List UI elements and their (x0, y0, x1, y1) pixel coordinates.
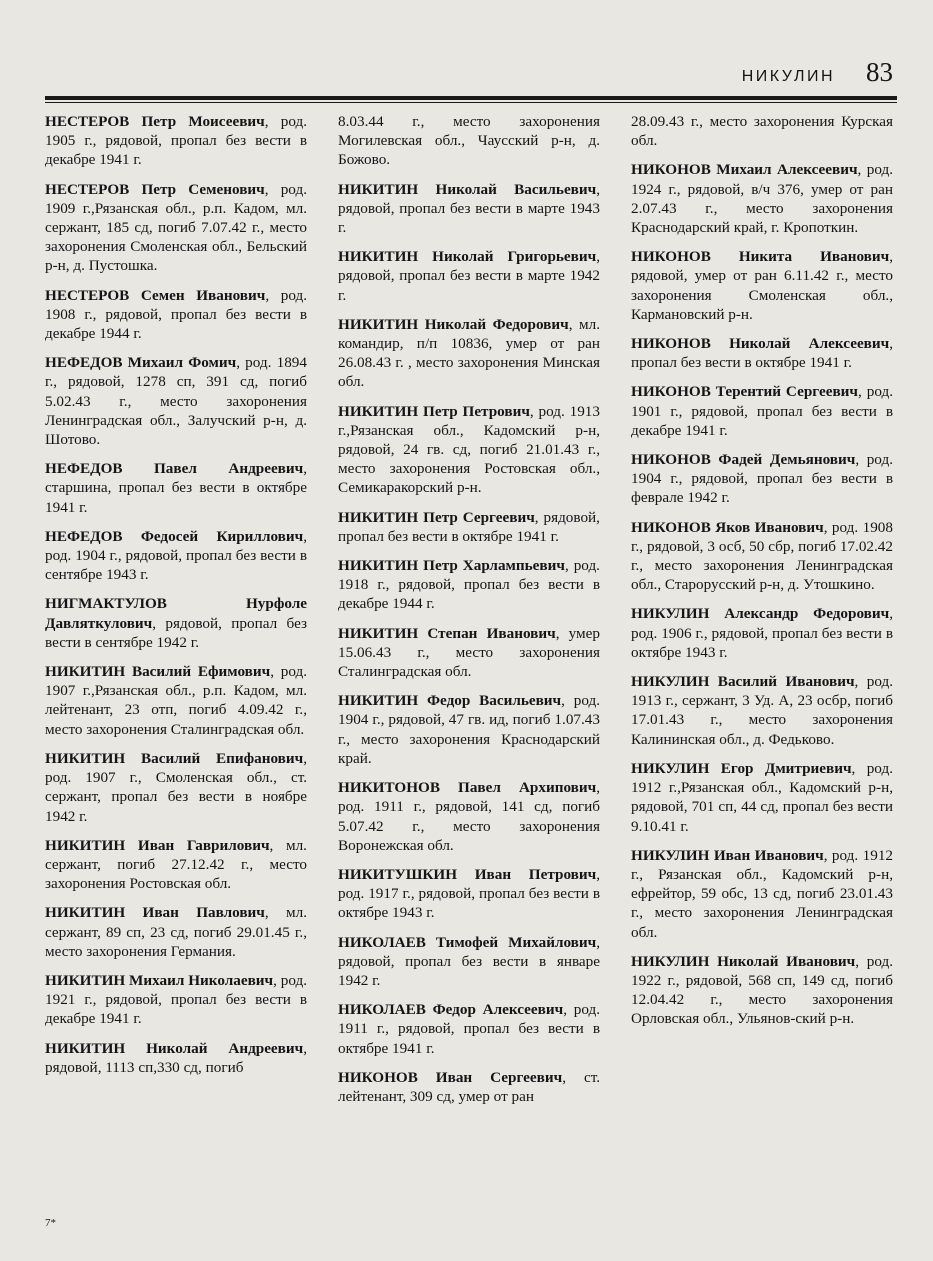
entry-name: НИГМАКТУЛОВ Нурфоле Давляткулович (45, 595, 307, 632)
entry-details: , род. 1911 г., рядовой, пропал без вести в октябре 1941 г. (338, 1001, 600, 1057)
entry (631, 382, 893, 440)
header-rule-thick (45, 96, 897, 100)
entry (45, 286, 307, 344)
entry-details: , род. 1907 г.,Рязанская обл., р.п. Кадом, мл. лейтенант, 23 отп, погиб 4.09.42 г., место захоронения Сталинградская обл. (45, 663, 307, 738)
running-head: НИКУЛИН (741, 68, 835, 85)
entry-name: НИКИТИН Николай Григорьевич (338, 248, 597, 266)
entry (45, 662, 307, 739)
entry (45, 353, 307, 449)
entry-name: НЕСТЕРОВ Семен Иванович (45, 286, 266, 304)
entry-name: НИКОЛАЕВ Тимофей Михайлович (338, 933, 597, 951)
entry-details: , рядовой, 1113 сп,330 сд, погиб (45, 1039, 307, 1076)
entry (631, 759, 893, 836)
entry (338, 1068, 600, 1106)
entry-details: , род. 1905 г., рядовой, пропал без вести в декабре 1941 г. (45, 113, 307, 169)
entry-name: НИКОНОВ Николай Алексеевич (631, 335, 890, 353)
entry-name: НЕСТЕРОВ Петр Моисеевич (45, 113, 265, 130)
entry-details: , рядовой, пропал без вести в октябре 1941 г. (338, 508, 600, 545)
entry-details: , род. 1912 г., Рязанская обл., Кадомский р-н, ефрейтор, 59 обс, 13 сд, погиб 23.01.43 г., место захоронения Ленинградская обл. (631, 846, 894, 941)
entry-details: , род. 1904 г., рядовой, пропал без вести в феврале 1942 г. (631, 451, 893, 507)
entry-name: НИКИТИН Михаил Николаевич (45, 971, 274, 989)
entry-name: НИКОНОВ Фадей Демьянович (631, 451, 856, 469)
entry-name: НИКИТИН Иван Гаврилович (45, 836, 270, 854)
entry-name: НИКИТУШКИН Иван Петрович (338, 865, 597, 883)
entry-name: НИКИТИН Иван Павлович (45, 904, 265, 922)
entry (45, 903, 307, 961)
entry-name: НИКИТИН Петр Петрович (338, 402, 530, 420)
column-3 (631, 112, 893, 1039)
entry (45, 180, 307, 276)
entry (45, 971, 307, 1029)
entry (45, 594, 307, 652)
entry-name: НИКУЛИН Александр Федорович (631, 605, 890, 623)
entry-name: НИКОНОВ Никита Иванович (631, 248, 890, 266)
column-1 (45, 112, 307, 1087)
entry-name: НИКИТИН Федор Васильевич (338, 692, 562, 710)
entry-details: , ст. лейтенант, 309 сд, умер от ран (338, 1068, 600, 1105)
entry (338, 402, 600, 498)
entry-details: , род. 1904 г., рядовой, 47 гв. ид, погиб 1.07.43 г., место захоронения Краснодарский край. (338, 692, 601, 767)
entry-details: , мл. сержант, 89 сп, 23 сд, погиб 29.01.45 г., место захоронения Германия. (45, 904, 307, 960)
entry-details: , род. 1904 г., рядовой, пропал без вести в сентябре 1943 г. (45, 527, 307, 584)
entry-details: , род. 1908 г., рядовой, 3 осб, 50 сбр, погиб 17.02.42 г., место захоронения Ленинградская обл., Старорусский р-н, д. Утошкино. (631, 518, 893, 594)
header-rule-thin (45, 102, 897, 103)
entry-name: НИКИТИН Николай Андреевич (45, 1039, 304, 1057)
entry (45, 112, 307, 170)
entry (338, 247, 600, 305)
entry-name: НИКИТИН Петр Харлампьевич (338, 557, 565, 575)
entry-name: НИКИТИН Степан Иванович (338, 624, 556, 642)
entry-name: НИКИТИН Петр Сергеевич (338, 508, 535, 526)
entry-details: , род. 1907 г., Смоленская обл., ст. сержант, пропал без вести в ноябре 1942 г. (45, 749, 307, 825)
entry (45, 459, 307, 517)
entry (338, 315, 600, 392)
entry-name: НИКУЛИН Николай Иванович (631, 952, 856, 970)
entry-name: НИКИТИН Николай Васильевич (338, 180, 597, 198)
text-columns (45, 112, 897, 1192)
entry-name: НИКОНОВ Терентий Сергеевич (631, 383, 858, 401)
entry (45, 527, 307, 585)
entry-details: , мл. сержант, погиб 27.12.42 г., место захоронения Ростовская обл. (45, 836, 307, 893)
entry-name: НЕФЕДОВ Федосей Кириллович (45, 527, 304, 545)
entry-details: , рядовой, пропал без вести в марте 1942 г. (338, 248, 600, 304)
column-2 (338, 112, 600, 1116)
entry (631, 334, 893, 372)
entry-details: , умер 15.06.43 г., место захоронения Сталинградская обл. (338, 624, 601, 681)
entry (338, 1000, 600, 1058)
entry-details: , род. 1906 г., рядовой, пропал без вести в октябре 1943 г. (631, 605, 893, 661)
page-header (45, 55, 897, 101)
entry-details: , род. 1917 г., рядовой, пропал без вести в октябре 1943 г. (338, 865, 600, 922)
entry-name: НИКУЛИН Егор Дмитриевич (631, 759, 852, 777)
entry-details: , род. 1913 г.,Рязанская обл., Кадомский р-н, рядовой, 24 гв. сд, погиб 21.01.43 г., место захоронения Ростовская обл., Семикаракорский р-н. (338, 402, 600, 497)
entry-details: , род. 1913 г., сержант, 3 Уд. А, 23 осбр, погиб 17.01.43 г., место захоронения Калининская обл., д. Федьково. (631, 673, 893, 748)
entry-details: , старшина, пропал без вести в октябре 1941 г. (45, 460, 307, 516)
entry (631, 846, 893, 942)
entry-details: , пропал без вести в октябре 1941 г. (631, 335, 893, 372)
entry-name: НЕСТЕРОВ Петр Семенович (45, 180, 265, 198)
entry-name: НИКИТОНОВ Павел Архипович (338, 779, 597, 797)
entry-name: НИКУЛИН Иван Иванович (631, 846, 824, 864)
entry (631, 672, 893, 749)
entry-details: , род. 1894 г., рядовой, 1278 сп, 391 сд, погиб 5.02.43 г., место захоронения Ленинградская обл., Залучский р-н, д. Шотово. (45, 354, 307, 449)
entry (631, 450, 893, 508)
entry-name: НИКОНОВ Иван Сергеевич (338, 1068, 563, 1086)
entry-details: 28.09.43 г., место захоронения Курская обл. (631, 113, 893, 150)
entry-details: , род. 1912 г.,Рязанская обл., Кадомский р-н, рядовой, 701 сп, 44 сд, пропал без вести 9.10.41 г. (631, 759, 893, 835)
entry (631, 160, 893, 237)
entry-details: , рядовой, пропал без вести в марте 1943 г. (338, 180, 600, 237)
page-number: 83 (866, 57, 893, 87)
entry-details: , род. 1921 г., рядовой, пропал без вести в декабре 1941 г. (45, 971, 307, 1028)
entry-details: 8.03.44 г., место захоронения Могилевская обл., Чаусский р-н, д. Божово. (338, 113, 600, 169)
entry (631, 247, 893, 324)
entry-name: НИКИТИН Николай Федорович (338, 315, 569, 333)
entry-name: НЕФЕДОВ Михаил Фомич (45, 354, 237, 372)
entry-details: , рядовой, пропал без вести в январе 1942 г. (338, 933, 600, 989)
entry-name: НИКИТИН Василий Ефимович (45, 663, 271, 681)
entry (631, 604, 893, 662)
entry-details: , род. 1922 г., рядовой, 568 сп, 149 сд, погиб 12.04.42 г., место захоронения Орловская обл., Ульянов-ский р-н. (631, 952, 893, 1028)
entry (338, 778, 600, 855)
entry (631, 112, 893, 150)
signature-mark: 7* (45, 1217, 56, 1229)
entry-name: НИКИТИН Василий Епифанович (45, 749, 304, 767)
entry-details: , мл. командир, п/п 10836, умер от ран 26.08.43 г. , место захоронения Минская обл. (338, 315, 600, 391)
entry-name: НЕФЕДОВ Павел Андреевич (45, 460, 304, 478)
entry-details: , род. 1909 г.,Рязанская обл., р.п. Кадом, мл. сержант, 185 сд, погиб 7.07.42 г., место захоронения Смоленская обл., Бельский р-н, д. Пустошка. (45, 180, 307, 275)
entry-details: , род. 1901 г., рядовой, пропал без вести в декабре 1941 г. (631, 383, 893, 439)
entry (338, 180, 600, 238)
entry-details: , род. 1908 г., рядовой, пропал без вести в декабре 1944 г. (45, 286, 307, 343)
entry (338, 624, 600, 682)
entry (338, 933, 600, 991)
entry (338, 691, 600, 768)
entry-details: , рядовой, умер от ран 6.11.42 г., место захоронения Смоленская обл., Кармановский р-н. (631, 248, 893, 323)
entry (631, 518, 893, 595)
entry (338, 865, 600, 923)
entry-name: НИКУЛИН Василий Иванович (631, 673, 855, 691)
entry (45, 749, 307, 826)
entry-details: , род. 1924 г., рядовой, в/ч 376, умер от ран 2.07.43 г., место захоронения Краснодарский край, г. Кропоткин. (631, 161, 893, 237)
entry-details: , род. 1911 г., рядовой, 141 сд, погиб 5.07.42 г., место захоронения Воронежская обл. (338, 779, 600, 854)
entry-name: НИКОЛАЕВ Федор Алексеевич (338, 1001, 564, 1019)
entry-details: , рядовой, пропал без вести в сентябре 1942 г. (45, 614, 307, 651)
entry (45, 836, 307, 894)
entry (338, 508, 600, 546)
entry (338, 112, 600, 170)
entry (631, 952, 893, 1029)
entry (338, 556, 600, 614)
entry-details: , род. 1918 г., рядовой, пропал без вести в декабре 1944 г. (338, 557, 600, 613)
entry-name: НИКОНОВ Яков Иванович (631, 518, 824, 536)
entry-name: НИКОНОВ Михаил Алексеевич (631, 161, 858, 179)
entry (45, 1039, 307, 1077)
